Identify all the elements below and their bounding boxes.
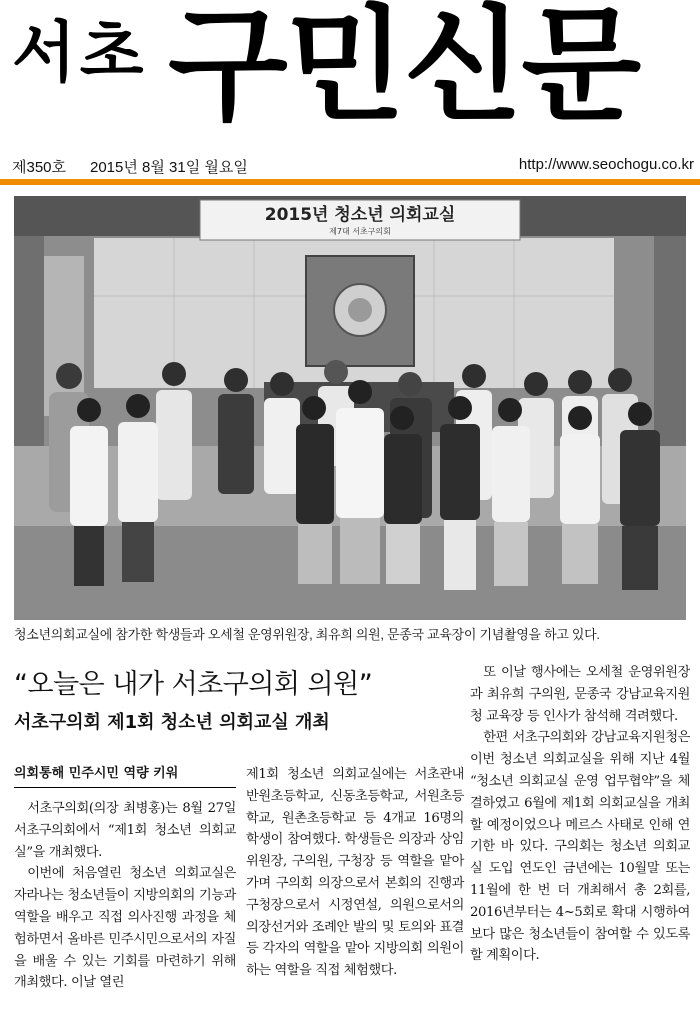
- paragraph: 한편 서초구의회와 강남교육지원청은 이번 청소년 의회교실을 위해 지난 4월 “청소년 의회교실 운영 업무협약”을 체결하였고 6월에 제1회 의회교실을 개최할 예정이었으나 메르스 사태로 인해 연기한 바 있다. 구의회는 청소년 의회교실 도입 연도인 금년에는 10월말 또는 11월에 한 번 더 개최해서 총 2회를, 2016년부터는 4~5회로 확대 시행하여 보다 많은 청소년들이 참여할 수 있도록 할 계획이다.: [470, 730, 690, 964]
- photo-caption: 청소년의회교실에 참가한 학생들과 오세철 운영위원장, 최유희 의원, 문종국 교육장이 기념촬영을 하고 있다.: [14, 627, 600, 642]
- header-rule: [0, 179, 700, 185]
- issue-line: [0, 154, 700, 178]
- article-column-2: [246, 764, 464, 982]
- banner-subtitle: 제7대 서초구의회: [329, 227, 391, 236]
- masthead: [0, 0, 700, 150]
- paragraph: 이번에 처음열린 청소년 의회교실은 자라나는 청소년들이 지방의회의 기능과 역할을 배우고 직접 의사진행 과정을 체험하면서 올바른 민주시민으로서의 자질을 배울 수 있는 기회를 마련하기 위해 개최했다. 이날 열린: [14, 866, 236, 991]
- article-column-3: [470, 662, 690, 967]
- article-column-1: [14, 798, 236, 994]
- section-heading: 의회통해 민주시민 역량 키워: [14, 762, 236, 788]
- site-url: http://www.seochogu.co.kr: [518, 156, 694, 173]
- paragraph: 또 이날 행사에는 오세철 운영위원장과 최유희 구의원, 문종국 강남교육지원청 교육장 등 인사가 참석해 격려했다.: [470, 665, 690, 724]
- paragraph: 서초구의회(의장 최병홍)는 8월 27일 서초구의회에서 “제1회 청소년 의회교실”을 개최했다.: [14, 801, 236, 860]
- group-photo: [14, 196, 686, 620]
- issue-number: 제350호: [12, 159, 67, 176]
- article-headline: “오늘은 내가 서초구의회 의원”: [14, 669, 373, 700]
- article-subhead: 서초구의회 제1회 청소년 의회교실 개최: [14, 712, 330, 733]
- masthead-title: 구민신문: [168, 0, 640, 138]
- paragraph: 제1회 청소년 의회교실에는 서초관내 반원초등학교, 신동초등학교, 서원초등학교, 원촌초등학교 등 4개교 16명의 학생이 참여했다. 학생들은 의장과 상임위원장, 구의원, 구청장 등 역할을 맡아가며 구의회 의장으로서 본회의 진행과 구청장으로서 시정연설, 의원으로서의 의장선거와 조례안 발의 및 토의와 표결 등 각자의 역할을 맡아 지방의회 의원이 하는 역할을 직접 체험했다.: [246, 767, 464, 979]
- issue-date: 2015년 8월 31일 월요일: [90, 159, 248, 176]
- banner-title: 2015년 청소년 의회교실: [264, 205, 456, 225]
- photo-illustration: [14, 196, 686, 620]
- masthead-region: 서초: [12, 14, 148, 91]
